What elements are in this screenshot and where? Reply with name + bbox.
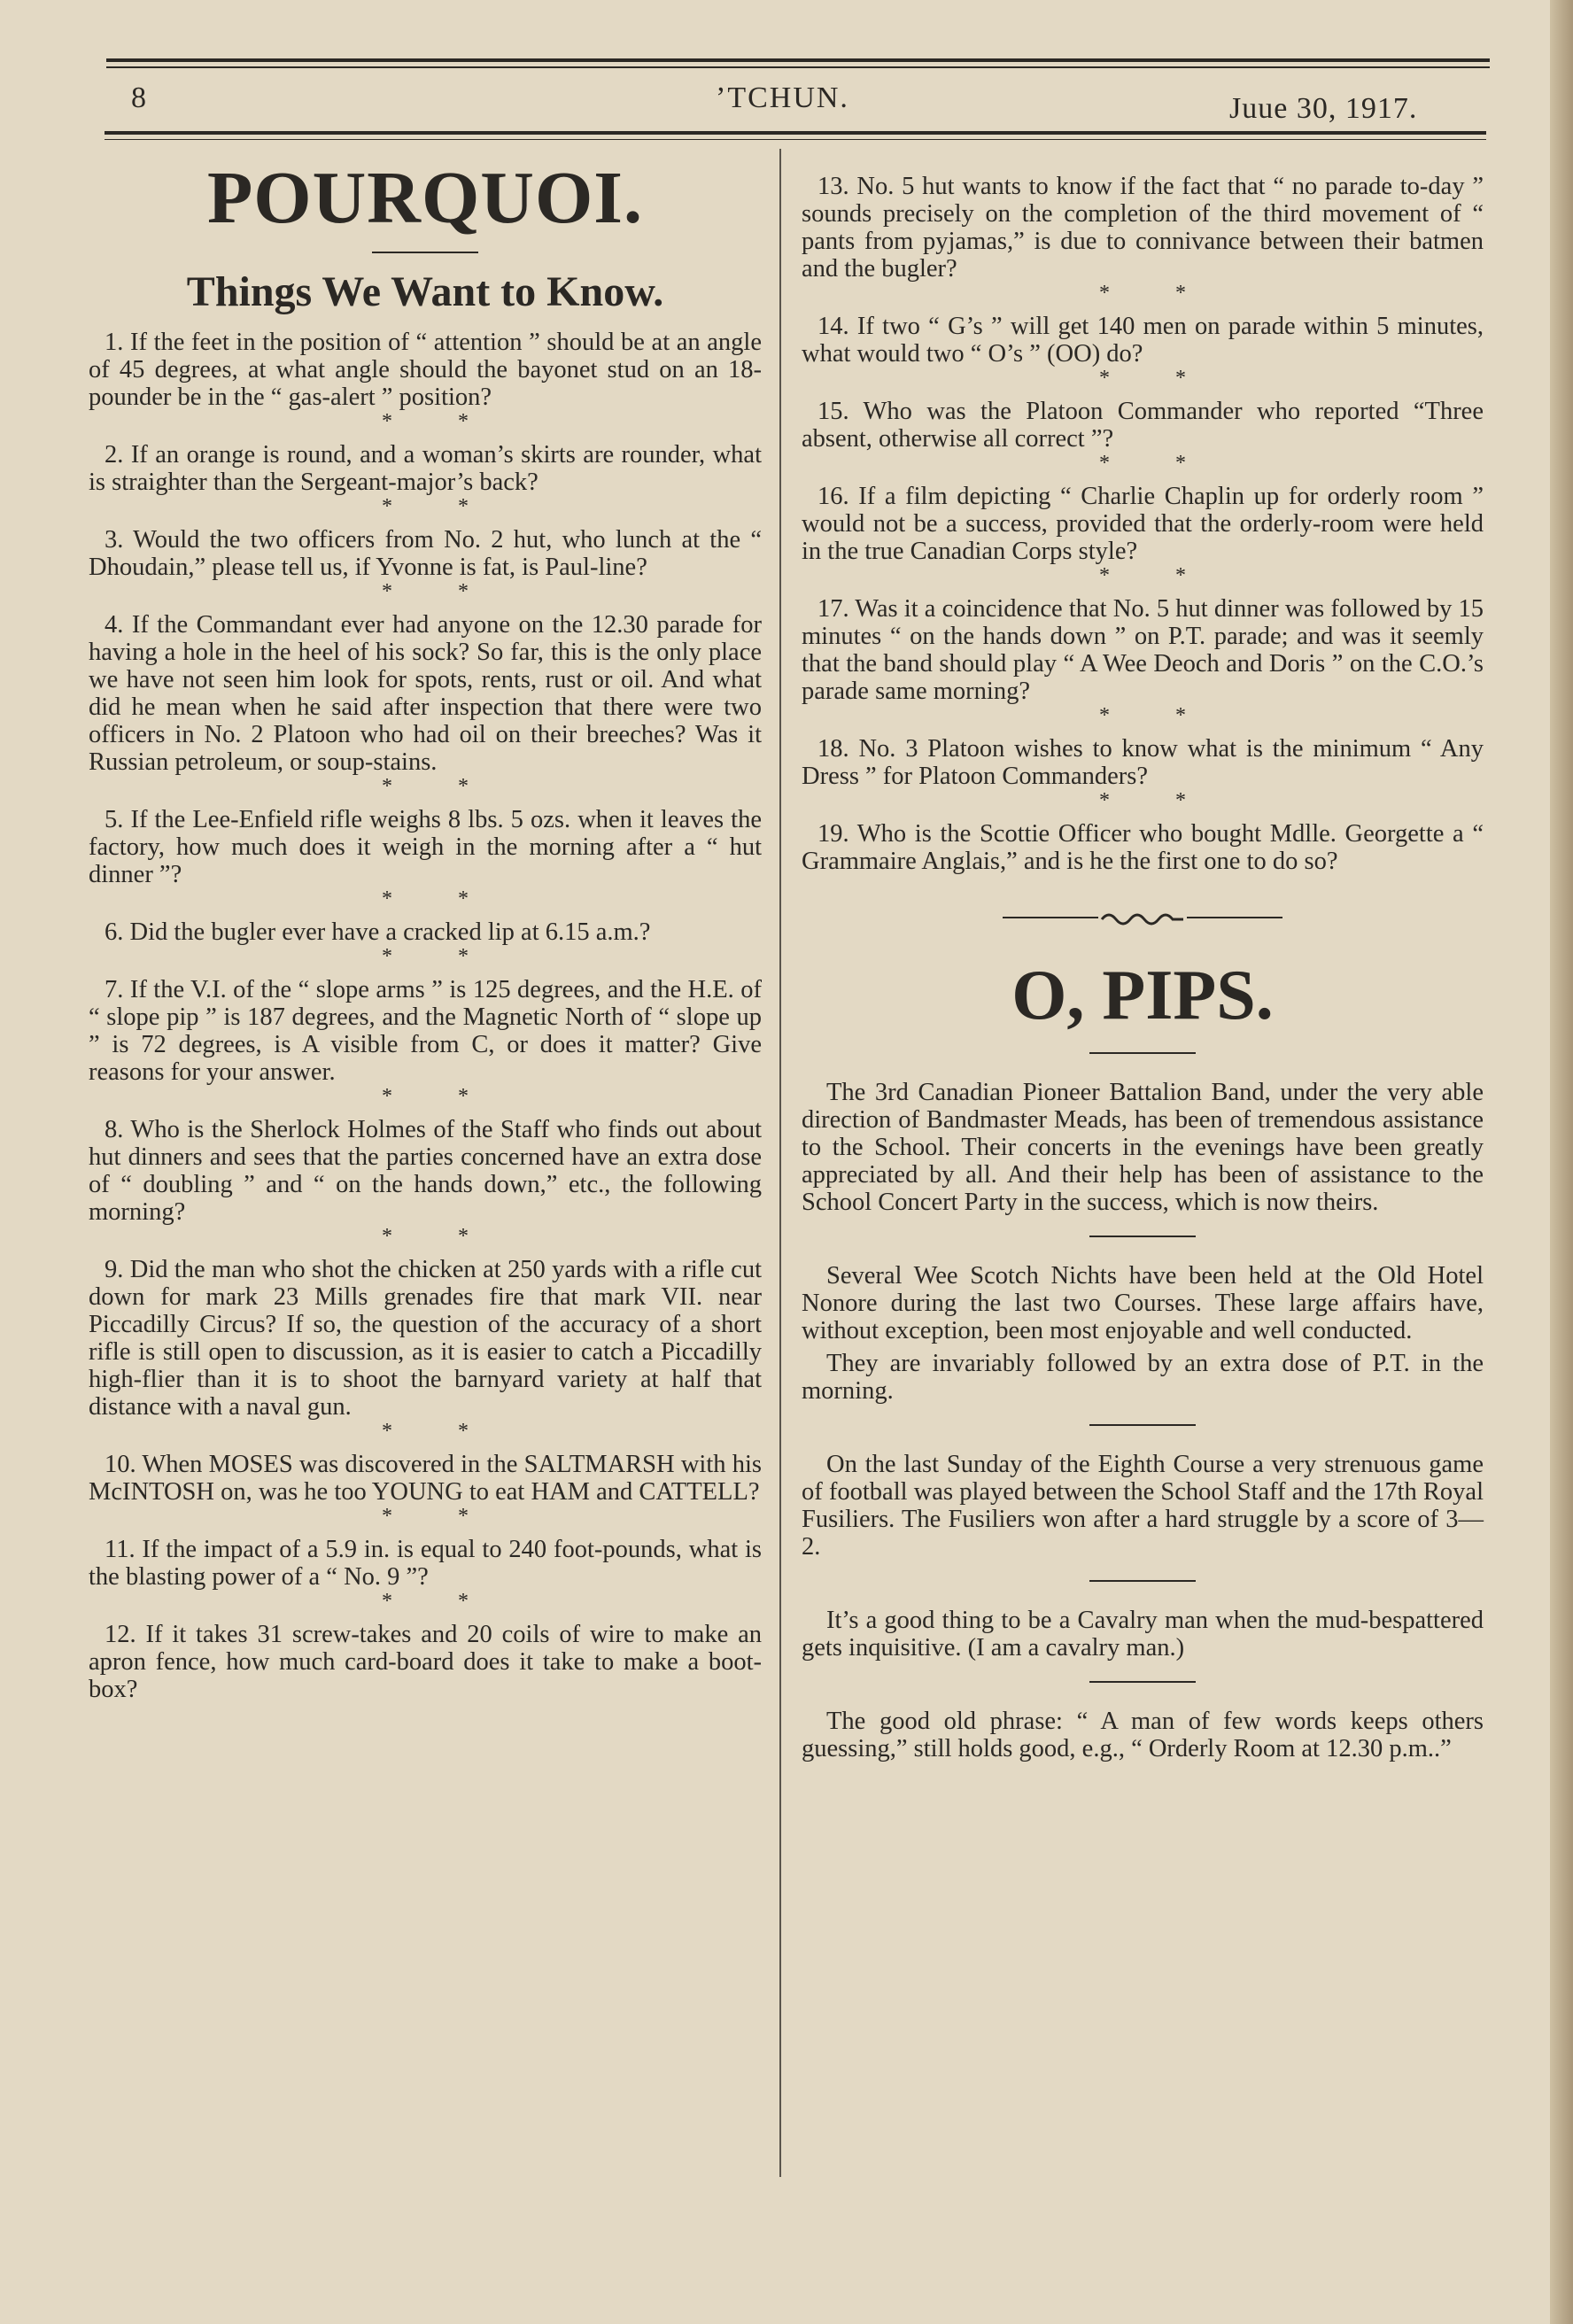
question-item: [89, 1451, 762, 1530]
question-item: [802, 595, 1484, 730]
question-item: [802, 313, 1484, 392]
paragraph-rule: [1089, 1580, 1196, 1582]
star-separator: * *: [1099, 564, 1216, 587]
question-text: 7. If the V.I. of the “ slope arms ” is 125 degrees, and the H.E. of “ slope pip ” is 187 degrees, and the Magnetic North of “ slope up ” is 72 degrees, is A visible from C, or does it matter? Give reasons for your answer.: [89, 976, 762, 1087]
question-text: 10. When MOSES was discovered in the SALTMARSH with his McINTOSH on, was he too YOUNG to eat HAM and CATTELL?: [89, 1451, 762, 1507]
paragraph-rule: [1089, 1681, 1196, 1683]
top-rule: [106, 58, 1490, 62]
star-separator: * *: [382, 887, 499, 911]
question-item: [89, 1116, 762, 1251]
title-rule: [1089, 1052, 1196, 1054]
question-text: 11. If the impact of a 5.9 in. is equal to 240 foot-pounds, what is the blasting power of a “ No. 9 ”?: [89, 1536, 762, 1592]
question-text: 4. If the Commandant ever had anyone on the 12.30 parade for having a hole in the heel of his sock? So far, this is the only place we have not seen him look for spots, rents, rust or oil. And what did he mean when he said after inspection that there were two officers in No. 2 Platoon who had oil on their breeches? Was it Russian petroleum, or soup-stains.: [89, 611, 762, 777]
right-column: [802, 173, 1484, 1762]
question-text: 2. If an orange is round, and a woman’s skirts are rounder, what is straighter than the Sergeant-major’s back?: [89, 441, 762, 497]
column-divider: [779, 149, 781, 2177]
star-separator: * *: [382, 580, 499, 604]
pips-paragraph: Several Wee Scotch Nichts have been held at the Old Hotel Nonore during the last two Courses. These large affairs have, without exception, been most enjoyable and well conducted.: [802, 1262, 1484, 1344]
question-item: [89, 441, 762, 521]
question-text: 13. No. 5 hut wants to know if the fact that “ no parade to-day ” sounds precisely on the completion of the third movement of “ pants from pyjamas,” is due to connivance between their batmen and the bugler?: [802, 173, 1484, 283]
ornamental-divider: [802, 909, 1484, 926]
flourish-icon: [1100, 909, 1185, 926]
star-separator: * *: [1099, 282, 1216, 305]
star-separator: * *: [382, 410, 499, 434]
pips-paragraph: They are invariably followed by an extra dose of P.T. in the morning.: [802, 1350, 1484, 1405]
pips-paragraph: On the last Sunday of the Eighth Course a very strenuous game of football was played between the School Staff and the 17th Royal Fusiliers. The Fusiliers won after a hard struggle by a score of 3—2.: [802, 1451, 1484, 1561]
title-rule: [372, 252, 478, 253]
pips-paragraph: The 3rd Canadian Pioneer Battalion Band, under the very able direction of Bandmaster Meads, has been of tremendous assistance to the School. Their concerts in the evenings have been greatly appreciated by all. And their help has been of assistance to the School Concert Party in the success, which is now theirs.: [802, 1079, 1484, 1216]
header-rule: [105, 131, 1486, 135]
question-item: [802, 483, 1484, 590]
question-text: 14. If two “ G’s ” will get 140 men on parade within 5 minutes, what would two “ O’s ” (OO) do?: [802, 313, 1484, 368]
question-text: 18. No. 3 Platoon wishes to know what is the minimum “ Any Dress ” for Platoon Commanders?: [802, 735, 1484, 790]
question-text: 15. Who was the Platoon Commander who reported “Three absent, otherwise all correct ”?: [802, 398, 1484, 453]
question-item: [89, 1256, 762, 1445]
star-separator: * *: [382, 1420, 499, 1444]
question-item: [802, 735, 1484, 815]
star-separator: * *: [1099, 789, 1216, 812]
issue-date: Juue 30, 1917.: [1229, 92, 1418, 125]
question-item: [89, 976, 762, 1111]
star-separator: * *: [1099, 452, 1216, 475]
paragraph-rule: [1089, 1236, 1196, 1237]
question-item: [802, 820, 1484, 875]
question-text: 6. Did the bugler ever have a cracked lip at 6.15 a.m.?: [105, 918, 651, 947]
star-separator: * *: [1099, 704, 1216, 727]
question-item: [89, 1621, 762, 1703]
star-separator: * *: [382, 1085, 499, 1109]
header-rule-thin: [105, 139, 1486, 140]
question-item: [89, 806, 762, 913]
star-separator: * *: [382, 495, 499, 519]
star-separator: * *: [382, 1590, 499, 1614]
paragraph-rule: [1089, 1424, 1196, 1426]
question-item: [802, 398, 1484, 477]
question-item: [802, 173, 1484, 307]
star-separator: * *: [1099, 367, 1216, 390]
publication-title: ’TCHUN.: [716, 81, 849, 114]
page-edge: [1550, 0, 1573, 2324]
pips-paragraph: It’s a good thing to be a Cavalry man when the mud-bespattered gets inquisitive. (I am a cavalry man.): [802, 1607, 1484, 1662]
star-separator: * *: [382, 1505, 499, 1529]
left-column: [89, 158, 762, 1708]
question-text: 16. If a film depicting “ Charlie Chaplin up for orderly room ” would not be a success, provided that the orderly-room were held in the true Canadian Corps style?: [802, 483, 1484, 565]
question-text: 19. Who is the Scottie Officer who bought Mdlle. Georgette a “ Grammaire Anglais,” and is he the first one to do so?: [802, 820, 1484, 875]
question-text: 12. If it takes 31 screw-takes and 20 coils of wire to make an apron fence, how much card-board does it take to make a boot-box?: [89, 1621, 762, 1704]
star-separator: * *: [382, 1225, 499, 1249]
star-separator: * *: [382, 775, 499, 799]
question-text: 1. If the feet in the position of “ attention ” should be at an angle of 45 degrees, at what angle should the bayonet stud on an 18-pounder be in the “ gas-alert ” position?: [89, 329, 762, 412]
question-item: [89, 611, 762, 801]
page-number: 8: [131, 81, 147, 114]
question-text: 9. Did the man who shot the chicken at 250 yards with a rifle cut down for mark 23 Mills grenades fire that mark VII. near Piccadilly Circus? If so, the question of the accuracy of a short rifle is still open to discussion, as it is easier to catch a Piccadilly high-flier than it is to shoot the barnyard variety at half that distance with a naval gun.: [89, 1256, 762, 1422]
pips-paragraph: The good old phrase: “ A man of few words keeps others guessing,” still holds good, e.g., “ Orderly Room at 12.30 p.m..”: [802, 1708, 1484, 1762]
star-separator: * *: [382, 945, 499, 969]
question-text: 5. If the Lee-Enfield rifle weighs 8 lbs. 5 ozs. when it leaves the factory, how much does it weigh in the morning after a “ hut dinner ”?: [89, 806, 762, 889]
question-item: [89, 329, 762, 436]
pips-title: O, PIPS.: [1011, 957, 1274, 1034]
question-text: 3. Would the two officers from No. 2 hut, who lunch at the “ Dhoudain,” please tell us, if Yvonne is fat, is Paul-line?: [89, 526, 762, 582]
article-subtitle: Things We Want to Know.: [186, 268, 664, 316]
top-rule-thin: [106, 66, 1490, 68]
question-text: 8. Who is the Sherlock Holmes of the Staff who finds out about hut dinners and sees that the parties concerned have an extra dose of “ doubling ” and “ on the hands down,” etc., the following morning?: [89, 1116, 762, 1227]
question-text: 17. Was it a coincidence that No. 5 hut dinner was followed by 15 minutes “ on the hands down ” on P.T. parade; and was it seemly that the band should play “ A Wee Deoch and Doris ” on the C.O.’s parade same morning?: [802, 595, 1484, 705]
question-item: [89, 918, 762, 971]
article-title: POURQUOI.: [207, 157, 643, 239]
question-item: [89, 1536, 762, 1615]
question-item: [89, 526, 762, 606]
